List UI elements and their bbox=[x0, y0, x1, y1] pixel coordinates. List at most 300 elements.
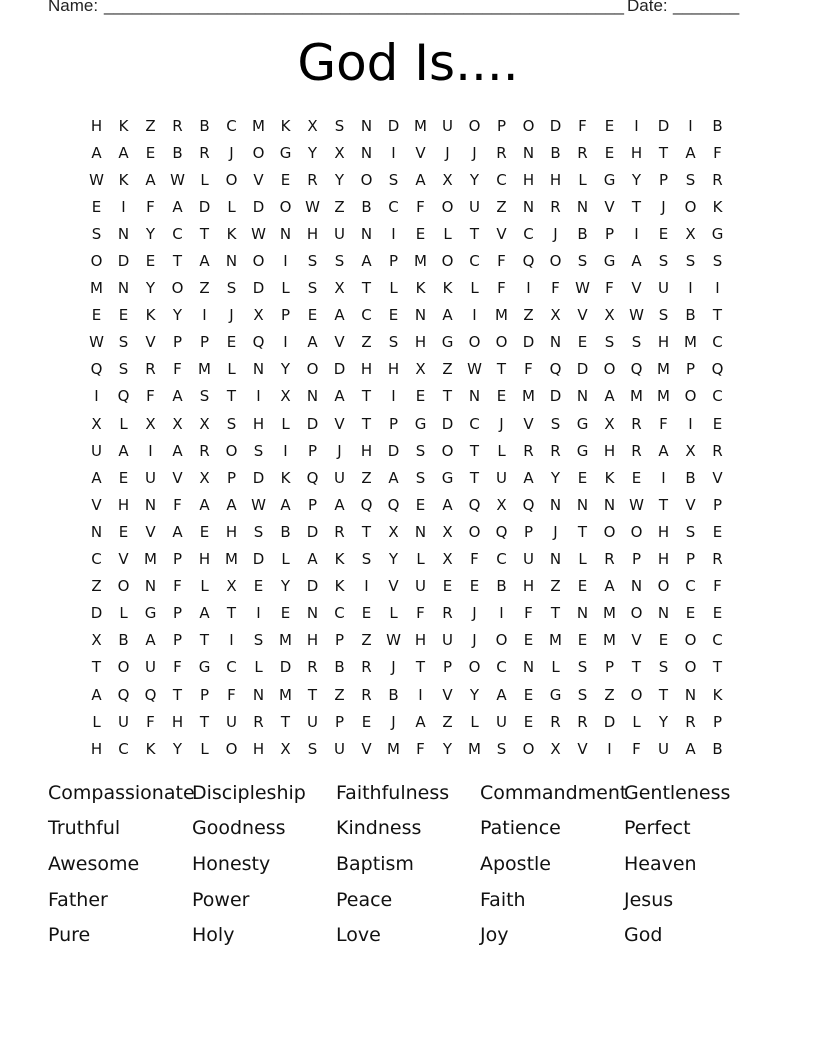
grid-letter: O bbox=[549, 252, 562, 271]
grid-letter: K bbox=[118, 170, 129, 189]
grid-letter: K bbox=[280, 468, 291, 487]
grid-letter: V bbox=[145, 522, 156, 541]
grid-letter: W bbox=[89, 333, 104, 352]
grid-letter: S bbox=[496, 739, 507, 758]
grid-letter: P bbox=[685, 550, 696, 569]
grid-letter: C bbox=[496, 658, 507, 677]
grid-letter: S bbox=[685, 522, 696, 541]
grid-letter: T bbox=[415, 658, 426, 677]
grid-letter: O bbox=[657, 577, 670, 596]
grid-letter: R bbox=[712, 550, 723, 569]
grid-letter: O bbox=[630, 604, 643, 623]
grid-letter: J bbox=[229, 143, 234, 162]
grid-letter: X bbox=[199, 468, 210, 487]
grid-letter: Y bbox=[631, 170, 642, 189]
word-bank-item: Patience bbox=[480, 817, 561, 840]
grid-letter: Q bbox=[144, 685, 157, 704]
grid-letter: C bbox=[496, 170, 507, 189]
grid-letter: Z bbox=[550, 577, 561, 596]
grid-letter: T bbox=[469, 441, 480, 460]
word-bank-item: Discipleship bbox=[192, 781, 306, 804]
grid-letter: Z bbox=[145, 116, 156, 135]
grid-letter: M bbox=[468, 739, 481, 758]
grid-letter: J bbox=[499, 414, 504, 433]
grid-letter: U bbox=[442, 116, 453, 135]
grid-letter: Z bbox=[442, 712, 453, 731]
grid-letter: G bbox=[414, 414, 427, 433]
grid-letter: S bbox=[307, 252, 318, 271]
grid-letter: C bbox=[496, 550, 507, 569]
grid-letter: T bbox=[361, 387, 372, 406]
grid-letter: M bbox=[414, 116, 427, 135]
grid-letter: M bbox=[684, 333, 697, 352]
grid-letter: L bbox=[227, 197, 236, 216]
grid-letter: S bbox=[226, 279, 237, 298]
grid-letter: P bbox=[496, 116, 507, 135]
grid-letter: S bbox=[685, 170, 696, 189]
grid-letter: P bbox=[172, 550, 183, 569]
grid-letter: A bbox=[604, 387, 615, 406]
grid-letter: F bbox=[713, 577, 722, 596]
word-bank-item: Pure bbox=[48, 924, 91, 947]
grid-letter: I bbox=[634, 116, 639, 135]
grid-letter: Y bbox=[172, 306, 183, 325]
grid-letter: R bbox=[523, 441, 534, 460]
grid-letter: C bbox=[172, 224, 183, 243]
grid-letter: T bbox=[361, 522, 372, 541]
grid-letter: P bbox=[604, 658, 615, 677]
grid-letter: U bbox=[442, 631, 453, 650]
grid-letter: A bbox=[604, 577, 615, 596]
grid-letter: S bbox=[658, 252, 669, 271]
grid-letter: A bbox=[685, 739, 696, 758]
grid-letter: I bbox=[715, 279, 720, 298]
grid-letter: E bbox=[604, 143, 615, 162]
grid-letter: B bbox=[334, 658, 345, 677]
grid-letter: E bbox=[280, 170, 291, 189]
grid-letter: N bbox=[522, 197, 535, 216]
grid-letter: T bbox=[712, 306, 723, 325]
grid-letter: P bbox=[226, 468, 237, 487]
grid-letter: Q bbox=[711, 360, 724, 379]
grid-letter: X bbox=[226, 577, 237, 596]
word-bank-item: Power bbox=[192, 888, 250, 911]
grid-letter: F bbox=[497, 279, 506, 298]
grid-letter: I bbox=[283, 333, 288, 352]
grid-letter: A bbox=[280, 495, 291, 514]
grid-letter: C bbox=[118, 739, 129, 758]
grid-letter: Q bbox=[495, 522, 508, 541]
grid-letter: M bbox=[522, 387, 535, 406]
grid-letter: M bbox=[144, 550, 157, 569]
grid-letter: H bbox=[414, 631, 427, 650]
grid-letter: S bbox=[712, 252, 723, 271]
grid-letter: X bbox=[388, 522, 399, 541]
grid-letter: P bbox=[334, 631, 345, 650]
grid-letter: B bbox=[361, 197, 372, 216]
grid-letter: K bbox=[118, 116, 129, 135]
grid-letter: H bbox=[630, 143, 643, 162]
grid-letter: T bbox=[226, 604, 237, 623]
grid-letter: D bbox=[252, 197, 265, 216]
grid-letter: L bbox=[92, 712, 101, 731]
grid-letter: I bbox=[472, 306, 477, 325]
grid-letter: X bbox=[604, 414, 615, 433]
grid-letter: O bbox=[225, 441, 238, 460]
grid-letter: Y bbox=[469, 170, 480, 189]
grid-letter: Q bbox=[468, 495, 481, 514]
grid-letter: A bbox=[199, 604, 210, 623]
grid-letter: D bbox=[252, 279, 265, 298]
grid-letter: H bbox=[360, 360, 373, 379]
grid-letter: J bbox=[445, 143, 450, 162]
grid-letter: A bbox=[226, 495, 237, 514]
grid-letter: X bbox=[442, 550, 453, 569]
grid-letter: A bbox=[442, 306, 453, 325]
grid-letter: M bbox=[657, 387, 670, 406]
grid-letter: I bbox=[121, 197, 126, 216]
grid-letter: X bbox=[253, 306, 264, 325]
grid-letter: F bbox=[470, 550, 479, 569]
grid-letter: B bbox=[577, 224, 588, 243]
grid-letter: T bbox=[172, 252, 183, 271]
grid-letter: D bbox=[549, 387, 562, 406]
grid-letter: L bbox=[470, 279, 479, 298]
grid-letter: G bbox=[279, 143, 292, 162]
grid-letter: P bbox=[712, 712, 723, 731]
grid-letter: I bbox=[256, 387, 261, 406]
grid-letter: A bbox=[199, 252, 210, 271]
grid-letter: A bbox=[307, 333, 318, 352]
grid-letter: N bbox=[252, 360, 265, 379]
grid-letter: N bbox=[522, 658, 535, 677]
grid-letter: N bbox=[90, 522, 103, 541]
grid-letter: E bbox=[280, 604, 291, 623]
grid-letter: B bbox=[712, 116, 723, 135]
grid-letter: X bbox=[334, 279, 345, 298]
grid-letter: L bbox=[227, 360, 236, 379]
grid-letter: S bbox=[577, 252, 588, 271]
grid-letter: Y bbox=[172, 739, 183, 758]
grid-letter: E bbox=[361, 712, 372, 731]
grid-letter: A bbox=[172, 197, 183, 216]
grid-letter: H bbox=[657, 550, 670, 569]
grid-letter: H bbox=[225, 522, 238, 541]
grid-letter: B bbox=[280, 522, 291, 541]
grid-letter: O bbox=[603, 360, 616, 379]
grid-letter: F bbox=[578, 116, 587, 135]
grid-letter: R bbox=[577, 143, 588, 162]
grid-letter: I bbox=[148, 441, 153, 460]
grid-letter: I bbox=[391, 387, 396, 406]
grid-letter: N bbox=[630, 577, 643, 596]
grid-letter: O bbox=[225, 170, 238, 189]
grid-letter: M bbox=[603, 631, 616, 650]
grid-letter: N bbox=[549, 550, 562, 569]
grid-letter: N bbox=[414, 522, 427, 541]
grid-letter: J bbox=[391, 658, 396, 677]
grid-letter: O bbox=[441, 252, 454, 271]
grid-letter: P bbox=[523, 522, 534, 541]
grid-letter: E bbox=[658, 224, 669, 243]
grid-letter: R bbox=[631, 414, 642, 433]
grid-letter: H bbox=[657, 522, 670, 541]
grid-letter: E bbox=[604, 116, 615, 135]
grid-letter: A bbox=[199, 495, 210, 514]
grid-letter: P bbox=[658, 170, 669, 189]
grid-letter: I bbox=[526, 279, 531, 298]
grid-letter: G bbox=[144, 604, 157, 623]
grid-letter: E bbox=[577, 333, 588, 352]
grid-letter: D bbox=[333, 360, 346, 379]
grid-letter: V bbox=[712, 468, 723, 487]
grid-letter: F bbox=[173, 495, 182, 514]
grid-letter: S bbox=[577, 658, 588, 677]
grid-letter: Y bbox=[307, 143, 318, 162]
grid-letter: F bbox=[605, 279, 614, 298]
grid-letter: Y bbox=[145, 224, 156, 243]
word-bank-item: Gentleness bbox=[624, 781, 731, 804]
grid-letter: D bbox=[441, 414, 454, 433]
grid-letter: X bbox=[91, 631, 102, 650]
worksheet-header bbox=[0, 0, 816, 20]
grid-letter: P bbox=[712, 495, 723, 514]
grid-letter: F bbox=[551, 279, 560, 298]
grid-letter: G bbox=[603, 170, 616, 189]
grid-letter: N bbox=[279, 224, 292, 243]
name-field-line: _______________________________________________________ bbox=[104, 0, 625, 15]
grid-letter: P bbox=[199, 685, 210, 704]
grid-letter: Q bbox=[306, 468, 319, 487]
grid-letter: T bbox=[469, 224, 480, 243]
grid-letter: X bbox=[280, 739, 291, 758]
grid-letter: I bbox=[256, 604, 261, 623]
grid-letter: N bbox=[306, 387, 319, 406]
grid-letter: D bbox=[198, 197, 211, 216]
grid-letter: K bbox=[334, 550, 345, 569]
grid-letter: Y bbox=[658, 712, 669, 731]
grid-letter: U bbox=[91, 441, 102, 460]
grid-letter: F bbox=[146, 387, 155, 406]
grid-letter: S bbox=[253, 631, 264, 650]
grid-letter: M bbox=[198, 360, 211, 379]
grid-letter: X bbox=[442, 170, 453, 189]
date-field-line: _______ bbox=[673, 0, 740, 15]
grid-letter: M bbox=[657, 360, 670, 379]
grid-letter: N bbox=[144, 577, 157, 596]
grid-letter: H bbox=[414, 333, 427, 352]
grid-letter: S bbox=[361, 550, 372, 569]
grid-letter: M bbox=[279, 631, 292, 650]
grid-letter: R bbox=[685, 712, 696, 731]
grid-letter: R bbox=[361, 685, 372, 704]
grid-letter: S bbox=[334, 116, 345, 135]
word-bank-item: Joy bbox=[480, 924, 509, 947]
grid-letter: O bbox=[117, 577, 130, 596]
grid-letter: R bbox=[361, 658, 372, 677]
grid-letter: K bbox=[145, 739, 156, 758]
grid-letter: P bbox=[388, 252, 399, 271]
grid-letter: X bbox=[307, 116, 318, 135]
grid-letter: L bbox=[578, 170, 587, 189]
grid-letter: D bbox=[387, 441, 400, 460]
grid-letter: U bbox=[523, 550, 534, 569]
grid-letter: X bbox=[685, 224, 696, 243]
grid-letter: Q bbox=[522, 252, 535, 271]
grid-letter: H bbox=[549, 170, 562, 189]
grid-letter: Z bbox=[334, 197, 345, 216]
word-bank-item: Awesome bbox=[48, 852, 140, 875]
grid-letter: B bbox=[712, 739, 723, 758]
grid-letter: T bbox=[442, 387, 453, 406]
grid-letter: B bbox=[685, 306, 696, 325]
grid-letter: N bbox=[306, 604, 319, 623]
grid-letter: A bbox=[388, 468, 399, 487]
grid-letter: E bbox=[577, 468, 588, 487]
grid-letter: F bbox=[497, 252, 506, 271]
grid-letter: S bbox=[91, 224, 102, 243]
word-bank-item: Faith bbox=[480, 888, 526, 911]
grid-letter: S bbox=[199, 387, 210, 406]
grid-letter: G bbox=[603, 252, 616, 271]
grid-letter: U bbox=[118, 712, 129, 731]
grid-letter: I bbox=[283, 252, 288, 271]
grid-letter: T bbox=[658, 143, 669, 162]
grid-letter: L bbox=[470, 712, 479, 731]
grid-letter: X bbox=[496, 495, 507, 514]
grid-letter: U bbox=[415, 577, 426, 596]
grid-letter: A bbox=[172, 441, 183, 460]
grid-letter: A bbox=[415, 712, 426, 731]
grid-letter: F bbox=[146, 712, 155, 731]
grid-letter: P bbox=[685, 360, 696, 379]
grid-letter: N bbox=[360, 116, 373, 135]
grid-letter: O bbox=[225, 739, 238, 758]
grid-letter: R bbox=[253, 712, 264, 731]
grid-letter: T bbox=[712, 658, 723, 677]
grid-letter: G bbox=[198, 658, 211, 677]
grid-letter: J bbox=[472, 143, 477, 162]
grid-letter: T bbox=[658, 495, 669, 514]
grid-letter: V bbox=[388, 577, 399, 596]
grid-letter: Q bbox=[252, 333, 265, 352]
grid-letter: C bbox=[226, 116, 237, 135]
grid-letter: G bbox=[576, 414, 589, 433]
grid-letter: R bbox=[496, 143, 507, 162]
grid-letter: E bbox=[415, 387, 426, 406]
grid-letter: T bbox=[199, 224, 210, 243]
grid-letter: C bbox=[226, 658, 237, 677]
grid-letter: R bbox=[712, 441, 723, 460]
grid-letter: E bbox=[658, 631, 669, 650]
grid-letter: E bbox=[685, 604, 696, 623]
grid-letter: V bbox=[631, 631, 642, 650]
word-bank-item: Heaven bbox=[624, 852, 697, 875]
grid-letter: V bbox=[442, 685, 453, 704]
grid-letter: O bbox=[495, 333, 508, 352]
grid-letter: C bbox=[91, 550, 102, 569]
grid-letter: T bbox=[496, 360, 507, 379]
grid-letter: O bbox=[441, 441, 454, 460]
grid-letter: T bbox=[172, 685, 183, 704]
grid-letter: Z bbox=[91, 577, 102, 596]
grid-letter: W bbox=[251, 224, 266, 243]
grid-letter: O bbox=[684, 631, 697, 650]
grid-letter: R bbox=[712, 170, 723, 189]
grid-letter: A bbox=[415, 170, 426, 189]
grid-letter: A bbox=[91, 685, 102, 704]
grid-letter: N bbox=[576, 495, 589, 514]
grid-letter: N bbox=[252, 685, 265, 704]
grid-letter: J bbox=[661, 197, 666, 216]
grid-letter: E bbox=[523, 712, 534, 731]
grid-letter: U bbox=[496, 712, 507, 731]
grid-letter: T bbox=[91, 658, 102, 677]
grid-letter: A bbox=[172, 522, 183, 541]
grid-letter: J bbox=[553, 224, 558, 243]
grid-letter: U bbox=[334, 739, 345, 758]
grid-letter: V bbox=[172, 468, 183, 487]
name-label: Name: bbox=[48, 0, 99, 15]
grid-letter: C bbox=[361, 306, 372, 325]
grid-letter: I bbox=[688, 414, 693, 433]
grid-letter: B bbox=[199, 116, 210, 135]
grid-letter: T bbox=[469, 468, 480, 487]
grid-letter: I bbox=[499, 604, 504, 623]
grid-letter: W bbox=[170, 170, 185, 189]
grid-letter: U bbox=[469, 197, 480, 216]
grid-letter: Q bbox=[549, 360, 562, 379]
grid-letter: D bbox=[306, 577, 319, 596]
grid-letter: E bbox=[496, 387, 507, 406]
grid-letter: E bbox=[118, 522, 129, 541]
word-bank-item: Perfect bbox=[624, 817, 691, 840]
grid-letter: S bbox=[415, 441, 426, 460]
grid-letter: S bbox=[604, 333, 615, 352]
word-bank-item: Goodness bbox=[192, 817, 286, 840]
grid-letter: N bbox=[144, 495, 157, 514]
grid-letter: M bbox=[387, 739, 400, 758]
word-bank-item: Baptism bbox=[336, 852, 414, 875]
grid-letter: D bbox=[306, 414, 319, 433]
word-bank-item: Honesty bbox=[192, 852, 271, 875]
grid-letter: D bbox=[657, 116, 670, 135]
grid-letter: I bbox=[688, 116, 693, 135]
word-search-grid bbox=[83, 112, 731, 762]
grid-letter: E bbox=[631, 468, 642, 487]
grid-letter: A bbox=[91, 468, 102, 487]
grid-letter: V bbox=[361, 739, 372, 758]
grid-letter: G bbox=[441, 333, 454, 352]
grid-letter: I bbox=[202, 306, 207, 325]
grid-letter: X bbox=[685, 441, 696, 460]
grid-letter: P bbox=[172, 604, 183, 623]
grid-letter: H bbox=[90, 116, 103, 135]
grid-letter: C bbox=[469, 252, 480, 271]
grid-letter: F bbox=[416, 604, 425, 623]
grid-letter: H bbox=[252, 739, 265, 758]
grid-letter: E bbox=[118, 468, 129, 487]
grid-letter: T bbox=[226, 387, 237, 406]
grid-letter: V bbox=[118, 550, 129, 569]
grid-letter: A bbox=[334, 387, 345, 406]
grid-letter: H bbox=[171, 712, 184, 731]
grid-letter: F bbox=[524, 604, 533, 623]
grid-letter: E bbox=[712, 414, 723, 433]
grid-letter: B bbox=[172, 143, 183, 162]
grid-letter: N bbox=[414, 306, 427, 325]
grid-letter: F bbox=[713, 143, 722, 162]
